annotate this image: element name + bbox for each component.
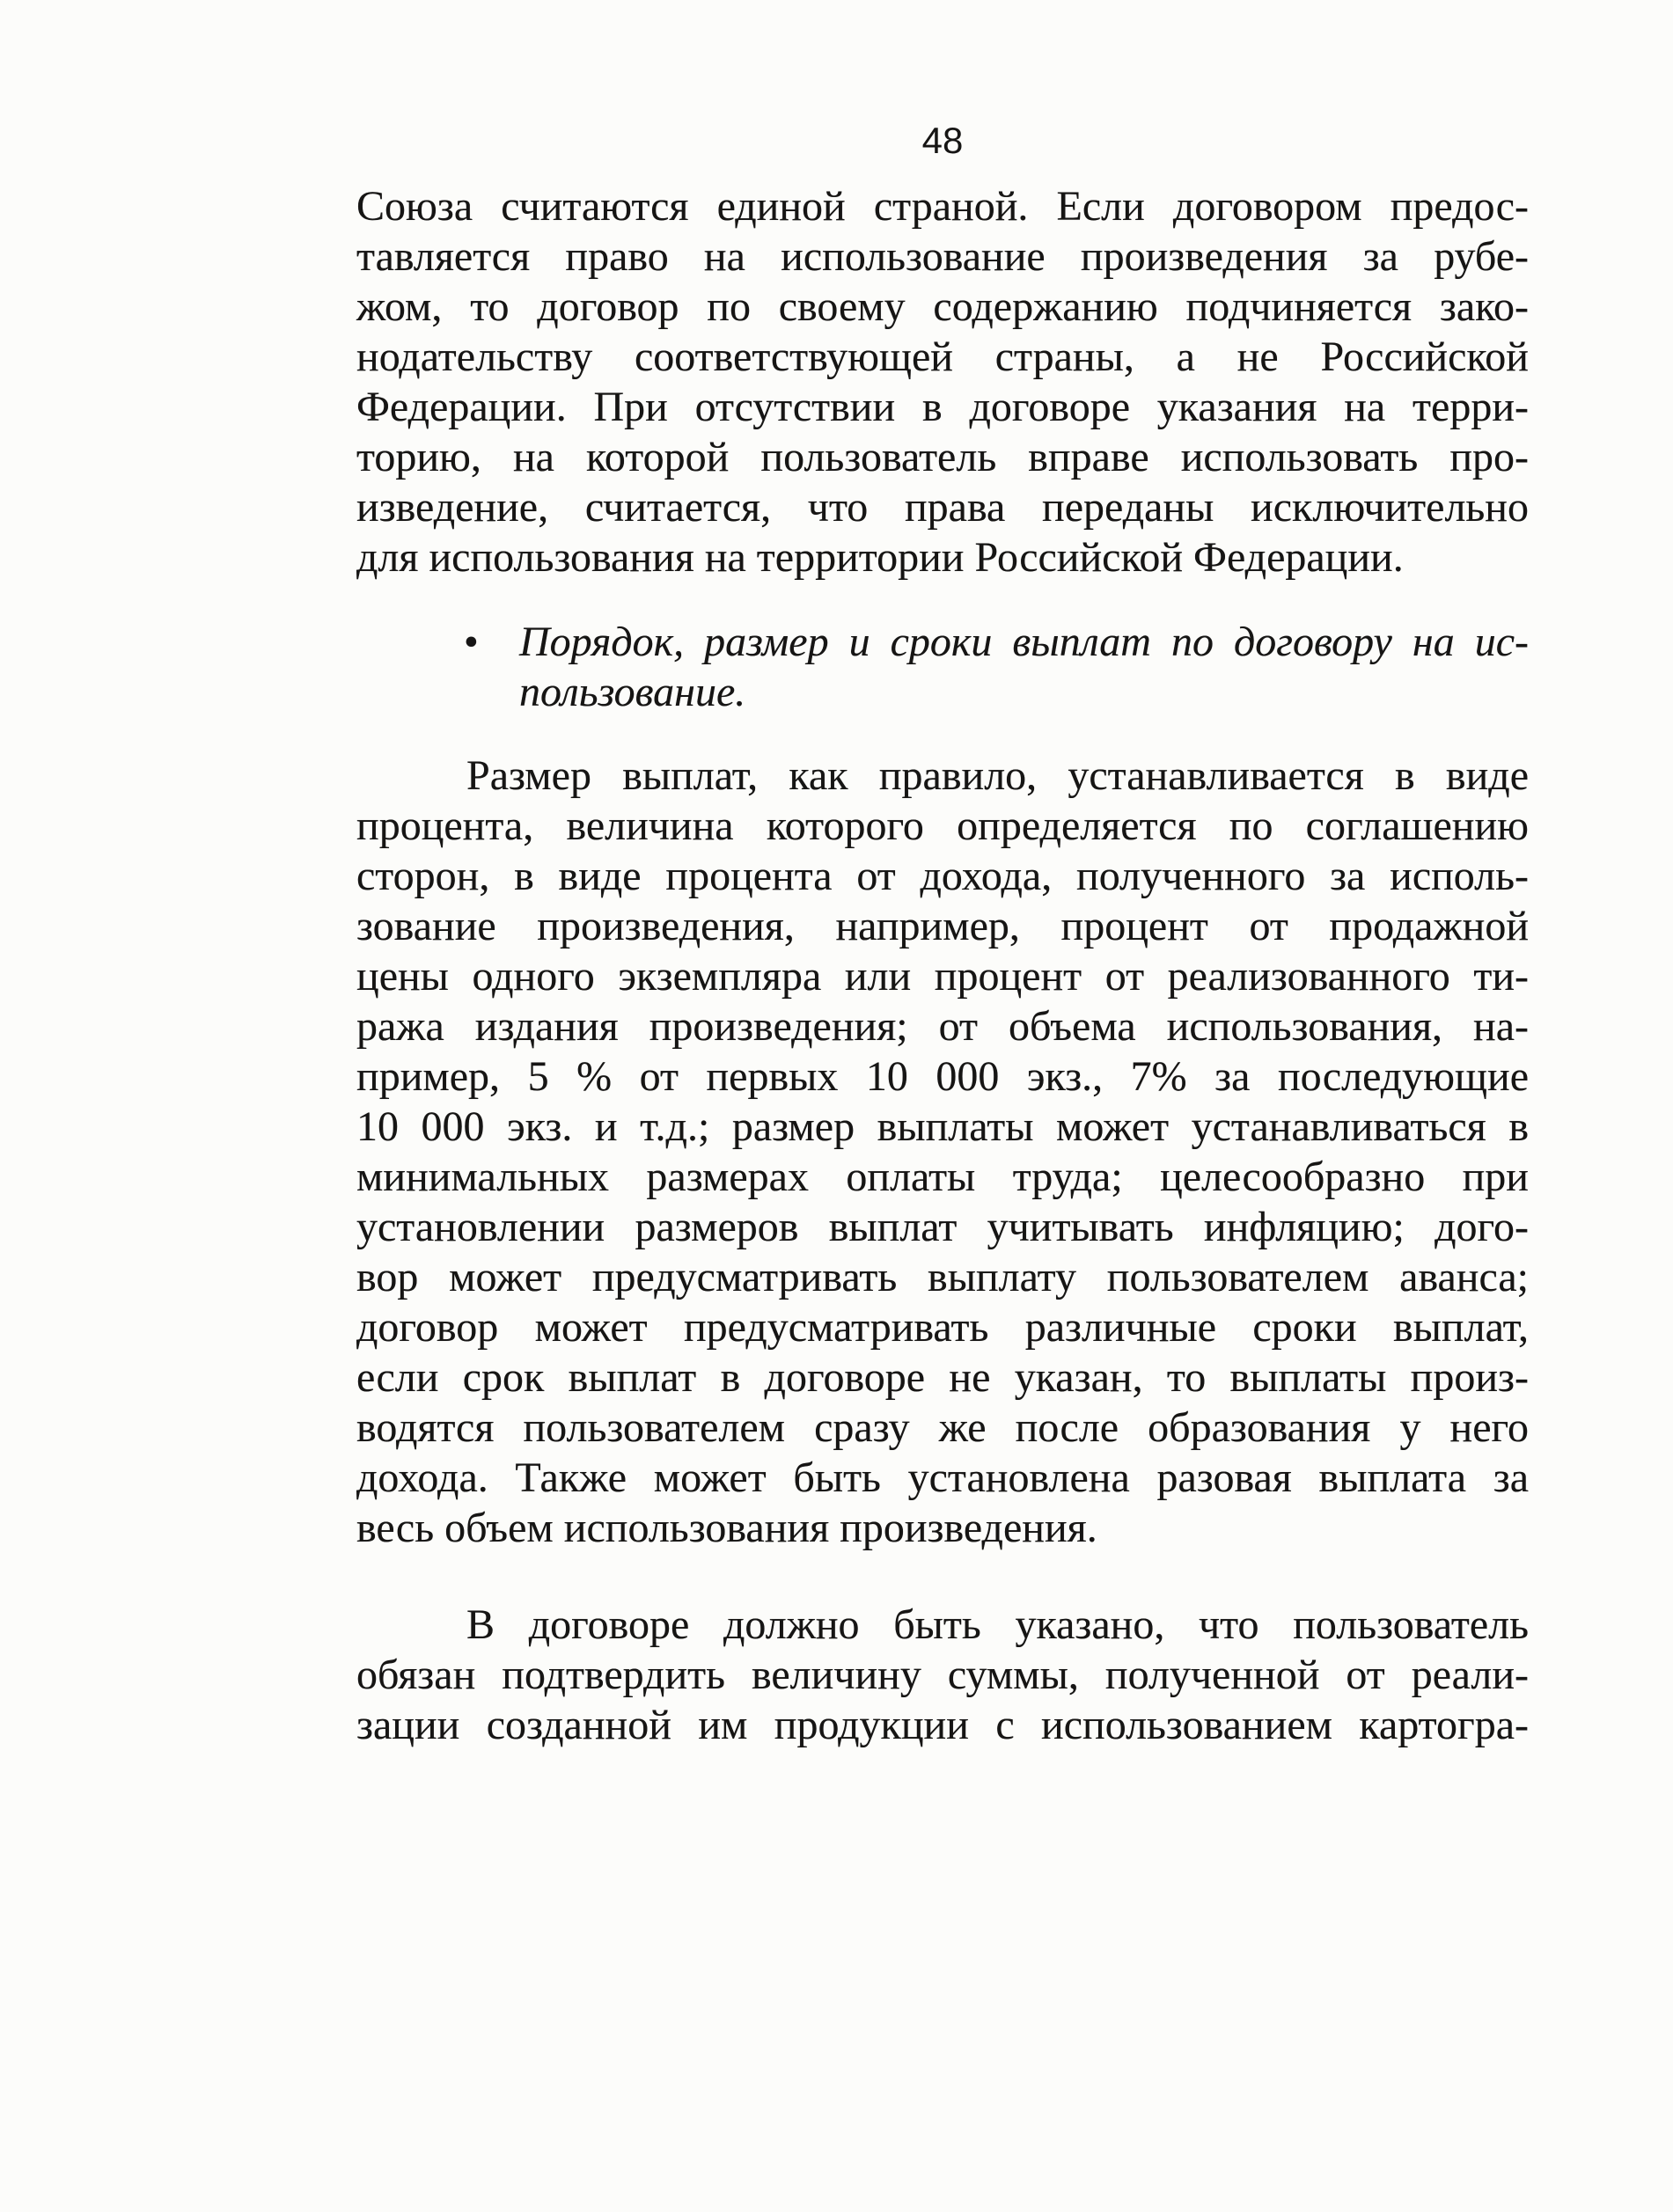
text-line: если срок выплат в договоре не указан, то выплаты произ-: [356, 1354, 1529, 1401]
text-line: Федерации. При отсутствии в договоре указания на терри-: [356, 384, 1529, 430]
text-line: обязан подтвердить величину суммы, полученной от реали-: [356, 1652, 1529, 1698]
text-line: цены одного экземпляра или процент от реализованного ти-: [356, 953, 1529, 1000]
text-line: зование произведения, например, процент от продажной: [356, 903, 1529, 949]
text-line: нодательству соответствующей страны, а не Российской: [356, 333, 1529, 380]
text-line: установлении размеров выплат учитывать инфляцию; дого-: [356, 1204, 1529, 1250]
text-line: изведение, считается, что права переданы исключительно: [356, 484, 1529, 531]
text-line: договор может предусматривать различные сроки выплат,: [356, 1304, 1529, 1351]
text-line: жом, то договор по своему содержанию подчиняется зако-: [356, 283, 1529, 330]
text-line: В договоре должно быть указано, что пользователь: [466, 1601, 1529, 1648]
text-line: ража издания произведения; от объема использования, на-: [356, 1003, 1529, 1050]
text-line: дохода. Также может быть установлена разовая выплата за: [356, 1454, 1529, 1501]
page-number: 48: [921, 120, 964, 161]
text-line: вор может предусматривать выплату пользователем аванса;: [356, 1254, 1529, 1300]
paragraph-3: [356, 1600, 1529, 1750]
text-line: Порядок, размер и сроки выплат по договору на ис-: [519, 619, 1529, 665]
text-line: Размер выплат, как правило, устанавливается в виде: [466, 752, 1529, 799]
text-line: минимальных размерах оплаты труда; целесообразно при: [356, 1154, 1529, 1200]
text-line: сторон, в виде процента от дохода, полученного за исполь-: [356, 853, 1529, 899]
text-line: Союза считаются единой страной. Если договором предос-: [356, 183, 1529, 230]
bullet-icon: •: [464, 619, 479, 665]
paragraph-2: [356, 751, 1529, 1553]
text-line: пользование.: [519, 669, 746, 715]
text-line: торию, на которой пользователь вправе использовать про-: [356, 434, 1529, 480]
text-line: водятся пользователем сразу же после образования у него: [356, 1404, 1529, 1451]
text-line: процента, величина которого определяется по соглашению: [356, 802, 1529, 849]
text-line: весь объем использования произведения.: [356, 1505, 1097, 1551]
text-line: тавляется право на использование произведения за рубе-: [356, 233, 1529, 280]
text-line: зации созданной им продукции с использованием картогра-: [356, 1702, 1529, 1748]
text-line: 10 000 экз. и т.д.; размер выплаты может устанавливаться в: [356, 1103, 1529, 1150]
bullet-list-item: [356, 617, 1529, 717]
paragraph-1: [356, 181, 1529, 582]
text-line: для использования на территории Российской Федерации.: [356, 534, 1404, 581]
text-line: пример, 5 % от первых 10 000 экз., 7% за последующие: [356, 1053, 1529, 1100]
